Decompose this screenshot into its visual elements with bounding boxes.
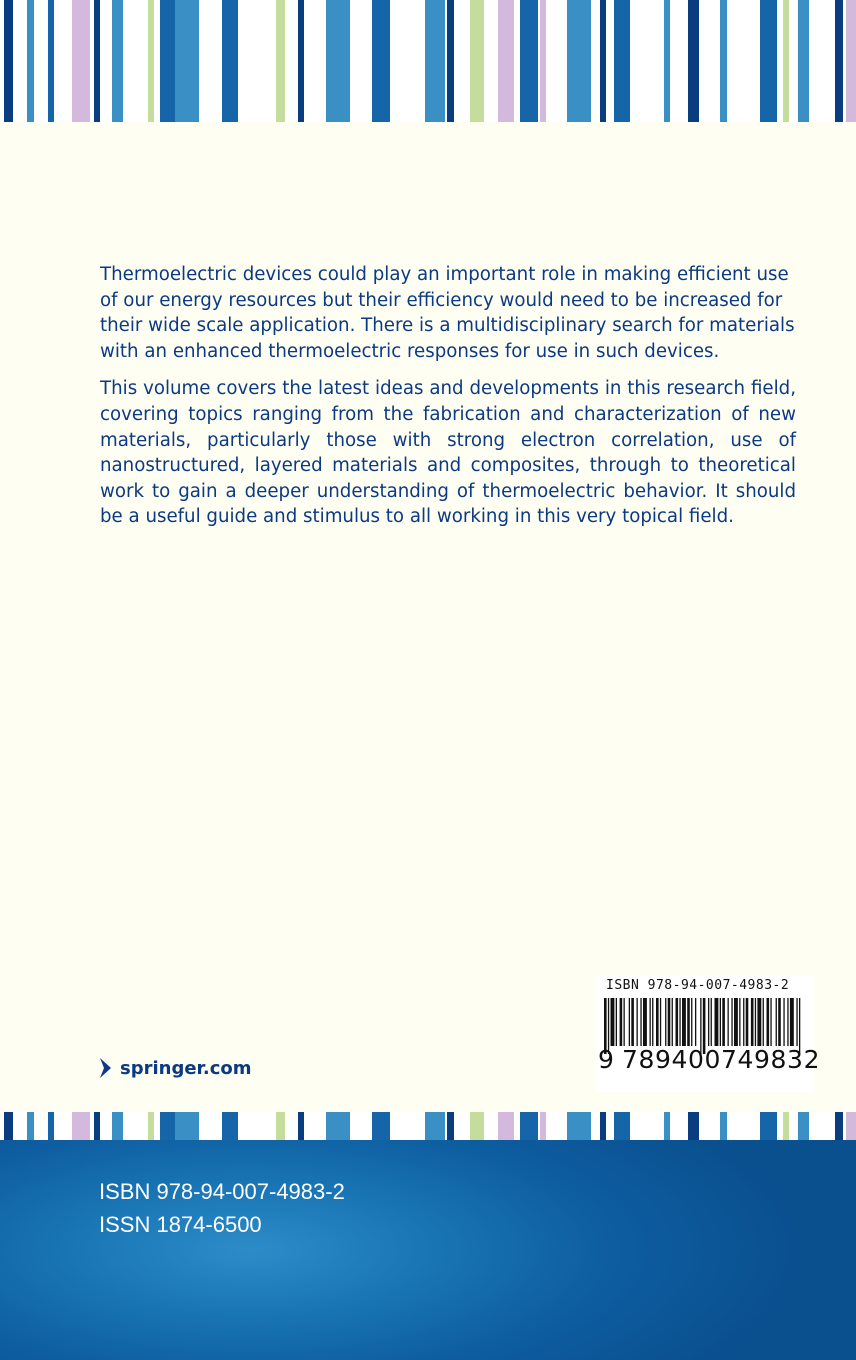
stripe <box>94 0 100 122</box>
stripe <box>540 1112 546 1140</box>
barcode-first-digit: 9 <box>598 1045 614 1074</box>
stripe <box>4 0 13 122</box>
stripe <box>614 0 630 122</box>
stripe <box>720 0 727 122</box>
stripe <box>798 1112 809 1140</box>
stripe <box>112 1112 123 1140</box>
springer-website: springer.com <box>120 1057 252 1079</box>
stripe <box>498 1112 514 1140</box>
stripe <box>520 0 538 122</box>
stripe <box>48 0 54 122</box>
stripe <box>760 0 777 122</box>
stripe <box>276 1112 285 1140</box>
springer-link[interactable] <box>98 1056 252 1080</box>
stripe <box>783 1112 789 1140</box>
stripe <box>664 1112 670 1140</box>
stripe <box>4 1112 13 1140</box>
stripe <box>372 1112 390 1140</box>
barcode-isbn-label: ISBN 978-94-007-4983-2 <box>606 978 790 993</box>
stripe <box>94 1112 100 1140</box>
stripe <box>447 1112 454 1140</box>
stripe <box>425 0 445 122</box>
footer-issn: ISSN 1874-6500 <box>99 1212 262 1237</box>
stripe <box>298 0 304 122</box>
description-paragraph-2: This volume covers the latest ideas and developments in this research field, covering topics ranging from the fabrication and characterization of new materials, particularly those with strong electron correlation, use of nanostructured, layered materials and composites, through to theoretical work to gain a deeper understanding of thermoelectric behavior. It should be a useful guide and stimulus to all working in this very topical field. <box>100 378 796 528</box>
stripe <box>835 1112 843 1140</box>
stripe <box>540 0 546 122</box>
stripe <box>664 0 670 122</box>
stripe <box>148 0 154 122</box>
stripe <box>72 0 90 122</box>
stripe <box>470 1112 484 1140</box>
description-paragraph-1: Thermoelectric devices could play an important role in making efficient use of our energy resources but their efficiency would need to be increased for their wide scale application. There is a multidisciplinary search for materials with an enhanced thermoelectric responses for use in such devices. <box>100 264 795 362</box>
stripe <box>326 0 350 122</box>
stripe <box>112 0 123 122</box>
stripe <box>600 0 606 122</box>
stripe <box>835 0 843 122</box>
stripe <box>600 1112 606 1140</box>
stripe <box>160 0 175 122</box>
stripe <box>760 1112 777 1140</box>
stripe <box>498 0 514 122</box>
stripe <box>48 1112 54 1140</box>
description-text <box>100 262 796 542</box>
footer-isbn: ISBN 978-94-007-4983-2 <box>99 1179 345 1204</box>
stripe <box>27 1112 34 1140</box>
stripe <box>326 1112 350 1140</box>
stripe <box>222 0 238 122</box>
stripe <box>175 1112 199 1140</box>
stripe <box>372 0 390 122</box>
stripe <box>688 1112 699 1140</box>
stripe <box>567 1112 591 1140</box>
barcode <box>596 976 821 1092</box>
stripe <box>148 1112 154 1140</box>
bottom-stripe-band <box>0 1112 856 1140</box>
stripe <box>798 0 809 122</box>
stripe <box>688 0 699 122</box>
chevron-right-icon <box>98 1056 114 1080</box>
stripe <box>470 0 484 122</box>
stripe <box>783 0 789 122</box>
stripe <box>846 1112 856 1140</box>
stripe <box>160 1112 175 1140</box>
stripe <box>846 0 856 122</box>
stripe <box>520 1112 538 1140</box>
stripe <box>567 0 591 122</box>
stripe <box>222 1112 238 1140</box>
barcode-number: 789400749832 <box>622 1045 821 1074</box>
stripe <box>175 0 199 122</box>
stripe <box>276 0 285 122</box>
stripe <box>27 0 34 122</box>
stripe <box>298 1112 304 1140</box>
stripe <box>720 1112 727 1140</box>
stripe <box>614 1112 630 1140</box>
stripe <box>447 0 454 122</box>
stripe <box>425 1112 445 1140</box>
top-stripe-band <box>0 0 856 122</box>
stripe <box>72 1112 90 1140</box>
footer-panel <box>0 1140 856 1360</box>
